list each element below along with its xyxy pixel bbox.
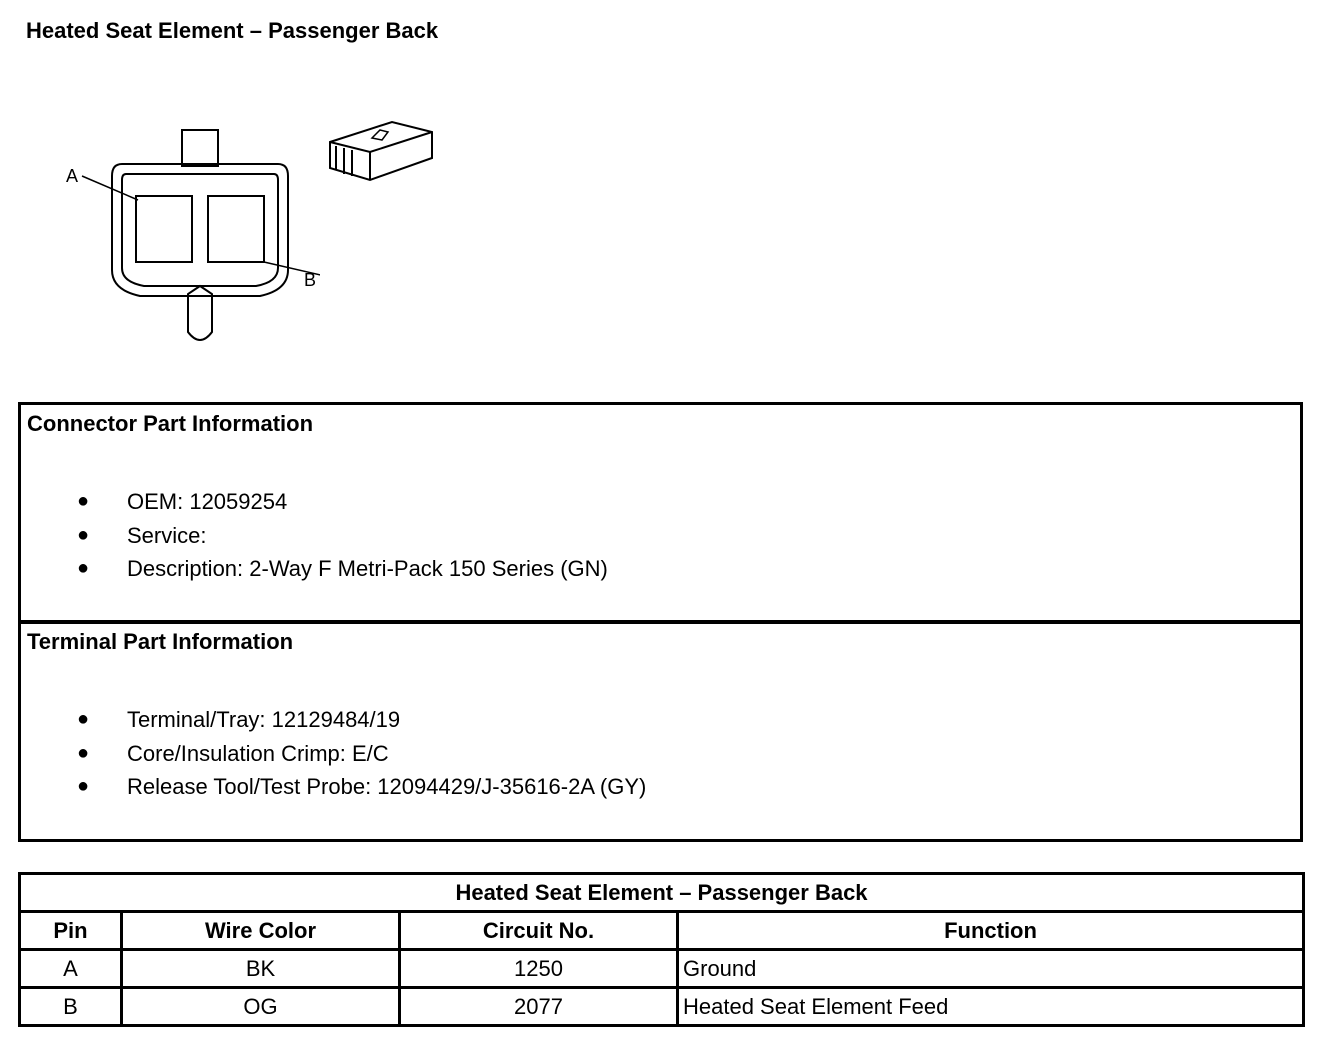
- cavity-b: [208, 196, 264, 262]
- pin-a-label: A: [66, 166, 79, 186]
- bullet-icon: ●: [77, 708, 90, 730]
- cell-pin: B: [20, 988, 122, 1026]
- header-wire-color: Wire Color: [122, 912, 400, 950]
- bullet-icon: ●: [77, 523, 90, 546]
- bullet-icon: ●: [77, 490, 90, 512]
- list-item: ● Release Tool/Test Probe: 12094429/J-35616-2A (GY): [21, 770, 646, 804]
- cell-function: Ground: [678, 950, 1304, 988]
- table-row: [20, 950, 1304, 988]
- header-function: Function: [678, 912, 1304, 950]
- terminal-part-info-heading: Terminal Part Information: [27, 629, 294, 654]
- terminal-part-info-box: [18, 620, 1303, 842]
- cell-circuit-no: 1250: [400, 950, 678, 988]
- pin-table-title: Heated Seat Element – Passenger Back: [20, 874, 1304, 912]
- connector-face-diagram: [60, 110, 320, 355]
- list-item: ● Terminal/Tray: 12129484/19: [21, 703, 646, 737]
- connector-isometric-view: [322, 118, 442, 198]
- connector-part-info-list: [21, 485, 608, 586]
- connector-part-info-heading: Connector Part Information: [27, 411, 314, 436]
- cell-wire-color: OG: [122, 988, 400, 1026]
- list-item: ● Description: 2-Way F Metri-Pack 150 Series (GN): [21, 552, 608, 586]
- pin-table-header-row: [20, 912, 1304, 950]
- list-item: ● Service:: [21, 519, 608, 553]
- cell-circuit-no: 2077: [400, 988, 678, 1026]
- list-item: ● OEM: 12059254: [21, 485, 608, 519]
- connector-outer-body: [112, 164, 288, 296]
- page-title: Heated Seat Element – Passenger Back: [26, 18, 439, 43]
- list-item: ● Core/Insulation Crimp: E/C: [21, 737, 646, 771]
- cell-function: Heated Seat Element Feed: [678, 988, 1304, 1026]
- cell-pin: A: [20, 950, 122, 988]
- cell-wire-color: BK: [122, 950, 400, 988]
- connector-top-tab: [182, 130, 218, 166]
- pin-b-label: B: [304, 270, 317, 290]
- bullet-icon: ●: [77, 741, 90, 764]
- header-circuit-no: Circuit No.: [400, 912, 678, 950]
- bullet-icon: ●: [77, 557, 90, 579]
- pin-table: [18, 872, 1305, 1027]
- header-pin: Pin: [20, 912, 122, 950]
- connector-part-info-box: [18, 402, 1303, 624]
- cavity-a: [136, 196, 192, 262]
- terminal-part-info-list: [21, 703, 646, 804]
- bullet-icon: ●: [77, 775, 90, 797]
- table-row: [20, 988, 1304, 1026]
- connector-latch: [188, 286, 212, 340]
- connector-inner-body: [122, 174, 278, 286]
